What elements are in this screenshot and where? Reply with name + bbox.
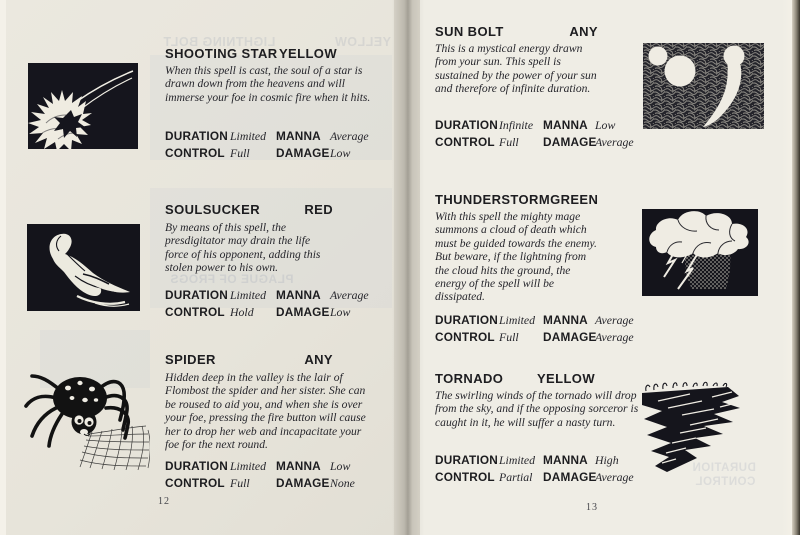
spell-color-badge: YELLOW [278, 46, 337, 61]
show-through-text: LIGHTNING BOLT [163, 35, 276, 49]
spell-description: Hidden deep in the valley is the lair of Flombost the spider and her sister. She can be roused to aid you, and when she is over your foe, pressing the fire button will cause her to drop her web and incapacitate your foe for the next round. [165, 371, 366, 452]
damage-value: Low [330, 146, 351, 160]
spell-title: SPIDER [165, 352, 216, 367]
spell-title: SUN BOLT [435, 24, 504, 39]
spell-section-header [165, 46, 337, 61]
spell-description: The swirling winds of the tornado will drop from the sky, and if the opposing sorceror is caught in it, he will suffer a nasty turn. [435, 389, 639, 429]
spell-section-header [435, 371, 595, 386]
sun-bolt-illustration [643, 43, 764, 129]
damage-label: DAMAGE [543, 330, 597, 344]
damage-value: None [330, 476, 355, 490]
spell-stats [435, 453, 634, 485]
spell-description: By means of this spell, the presdigitator may drain the life force of his opponent, adding this stolen power to his own. [165, 221, 321, 275]
manna-value: Average [330, 288, 369, 302]
duration-label: DURATION [165, 459, 228, 473]
manna-label: MANNA [543, 453, 588, 467]
spell-color-badge: RED [304, 202, 333, 217]
control-value: Hold [230, 305, 254, 319]
control-value: Full [230, 476, 250, 490]
show-through-text: DURATION [692, 462, 756, 474]
duration-value: Limited [230, 288, 267, 302]
damage-value: Average [595, 330, 634, 344]
spell-stats [165, 288, 369, 320]
show-through-text: PLAGUE OF FROGS [170, 272, 294, 286]
damage-label: DAMAGE [276, 305, 330, 319]
spell-color-badge: YELLOW [536, 371, 595, 386]
spell-stats [435, 313, 634, 345]
duration-label: DURATION [435, 118, 498, 132]
duration-value: Infinite [499, 118, 534, 132]
duration-value: Limited [499, 313, 536, 327]
manna-value: High [595, 453, 619, 467]
duration-label: DURATION [435, 313, 498, 327]
manna-label: MANNA [276, 459, 321, 473]
manna-label: MANNA [543, 118, 588, 132]
duration-label: DURATION [165, 288, 228, 302]
control-label: CONTROL [165, 476, 225, 490]
control-label: CONTROL [435, 135, 495, 149]
control-value: Full [499, 135, 519, 149]
spell-title: TORNADO [435, 371, 504, 386]
damage-label: DAMAGE [276, 146, 330, 160]
spell-section-header [435, 24, 598, 39]
spell-title: SOULSUCKER [165, 202, 261, 217]
duration-label: DURATION [435, 453, 498, 467]
spell-description: This is a mystical energy drawn from your sun. This spell is sustained by the power of your sun and therefore of infinite duration. [435, 42, 597, 96]
page-number-right: 13 [586, 502, 598, 513]
damage-label: DAMAGE [543, 135, 597, 149]
spell-stats [165, 459, 355, 491]
manna-value: Low [330, 459, 351, 473]
spell-stats [165, 129, 369, 161]
manna-value: Average [595, 313, 634, 327]
sun-bolt-icon [643, 43, 764, 129]
spell-title: SHOOTING STAR [165, 46, 278, 61]
damage-value: Average [595, 135, 634, 149]
shooting-star-illustration [28, 63, 138, 149]
control-label: CONTROL [165, 146, 225, 160]
control-label: CONTROL [165, 305, 225, 319]
damage-value: Low [330, 305, 351, 319]
soulsucker-illustration [27, 224, 140, 311]
control-value: Full [499, 330, 519, 344]
spell-section-header [435, 192, 598, 207]
spell-color-badge: GREEN [550, 192, 599, 207]
storm-cloud-icon [642, 209, 758, 296]
spell-color-badge: ANY [569, 24, 598, 39]
show-through-text: YELLOW [334, 35, 391, 49]
thunderstorm-illustration [642, 209, 758, 296]
spell-description: With this spell the mighty mage summons a cloud of death which must be guided towards the enemy. But beware, if the lightning from the cloud hits the ground, the energy of the spell will be dissipated. [435, 210, 597, 304]
page-number-left: 12 [158, 496, 170, 507]
spider-illustration [22, 370, 150, 470]
damage-value: Average [595, 470, 634, 484]
left-page-edge [0, 0, 6, 535]
manna-value: Average [330, 129, 369, 143]
spell-section-header [165, 202, 333, 217]
control-label: CONTROL [435, 470, 495, 484]
damage-label: DAMAGE [276, 476, 330, 490]
tornado-illustration [640, 381, 772, 477]
right-page-edge-highlight [782, 0, 792, 535]
spell-color-badge: ANY [304, 352, 333, 367]
duration-value: Limited [230, 459, 267, 473]
duration-value: Limited [230, 129, 267, 143]
spell-title: THUNDERSTORM [435, 192, 551, 207]
manna-value: Low [595, 118, 616, 132]
duration-label: DURATION [165, 129, 228, 143]
damage-label: DAMAGE [543, 470, 597, 484]
manna-label: MANNA [543, 313, 588, 327]
duration-value: Limited [499, 453, 536, 467]
control-value: Partial [499, 470, 533, 484]
tornado-funnel-icon [640, 381, 772, 477]
manna-label: MANNA [276, 129, 321, 143]
soul-wraith-icon [27, 224, 140, 311]
show-through-text: CONTROL [695, 476, 756, 488]
binding-gutter-shadow [392, 0, 424, 535]
comet-star-icon [28, 63, 138, 149]
control-label: CONTROL [435, 330, 495, 344]
spell-section-header [165, 352, 333, 367]
manna-label: MANNA [276, 288, 321, 302]
spider-web-icon [22, 370, 150, 470]
right-page-edge [792, 0, 800, 535]
control-value: Full [230, 146, 250, 160]
spell-stats [435, 118, 634, 150]
spell-description: When this spell is cast, the soul of a star is drawn down from the heavens and will immerse your foe in cosmic fire when it hits. [165, 64, 371, 104]
